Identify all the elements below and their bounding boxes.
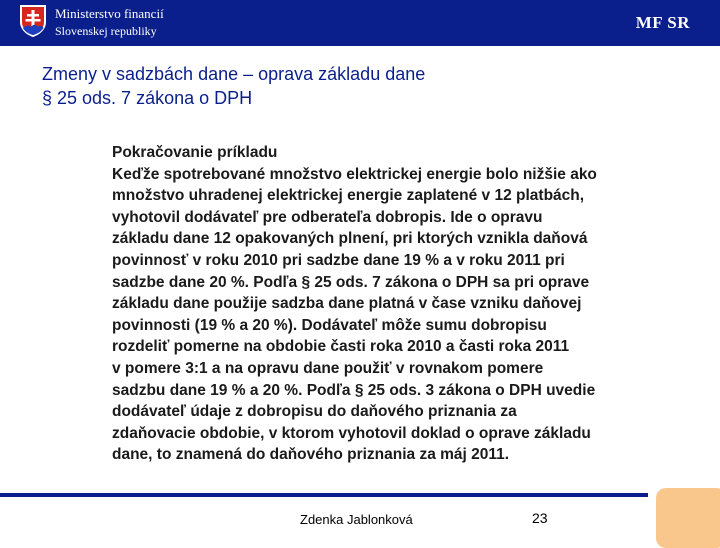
body-line: základu dane 12 opakovaných plnení, pri ktorých vznikla daňová [112, 230, 588, 248]
body-line: sadzbu dane 19 % a 20 %. Podľa § 25 ods. 3 zákona o DPH uvedie [112, 381, 596, 399]
slovak-coat-of-arms-icon [19, 4, 47, 38]
body-line: Pokračovanie príkladu [112, 144, 278, 161]
slide-title [42, 62, 682, 110]
body-line: vyhotovil dodávateľ pre odberateľa dobropis. Ide o opravu [112, 208, 543, 226]
body-line: v pomere 3:1 a na opravu dane použiť v rovnakom pomere [112, 359, 544, 377]
body-line: sadzbe dane 20 %. Podľa § 25 ods. 7 zákona o DPH sa pri oprave [112, 273, 590, 291]
body-line: rozdeliť pomerne na obdobie časti roka 2010 a časti roka 2011 [112, 338, 570, 356]
footer-author: Zdenka Jablonková [300, 512, 413, 527]
body-line: povinnosti (19 % a 20 %). Dodávateľ môže sumu dobropisu [112, 316, 547, 334]
slide-title-line: § 25 ods. 7 zákona o DPH [42, 88, 253, 108]
page-number: 23 [532, 510, 548, 526]
body-line: množstvo uhradenej elektrickej energie zaplatené v 12 platbách, [112, 187, 585, 205]
organization-name: Ministerstvo financií [55, 6, 164, 21]
header-bar [0, 0, 720, 46]
body-line: základu dane použije sadzba dane platná v čase vzniku daňovej [112, 295, 582, 313]
footer-divider [0, 493, 648, 497]
body-line: dane, to znamená do daňového priznania za máj 2011. [112, 446, 510, 464]
body-line: povinnosť v roku 2010 pri sadzbe dane 19 % a v roku 2011 pri [112, 251, 565, 269]
organization-subtitle: Slovenskej republiky [55, 24, 157, 38]
slide-body [112, 142, 692, 466]
brand-label: MF SR [635, 13, 690, 32]
body-line: Keďže spotrebované množstvo elektrickej energie bolo nižšie ako [112, 165, 597, 183]
footer-corner-decoration [656, 488, 720, 548]
body-line: zdaňovacie obdobie, v ktorom vyhotovil doklad o oprave základu [112, 424, 591, 442]
slide-title-line: Zmeny v sadzbách dane – oprava základu dane [42, 64, 426, 84]
body-line: dodávateľ údaje z dobropisu do daňového priznania za [112, 403, 517, 421]
